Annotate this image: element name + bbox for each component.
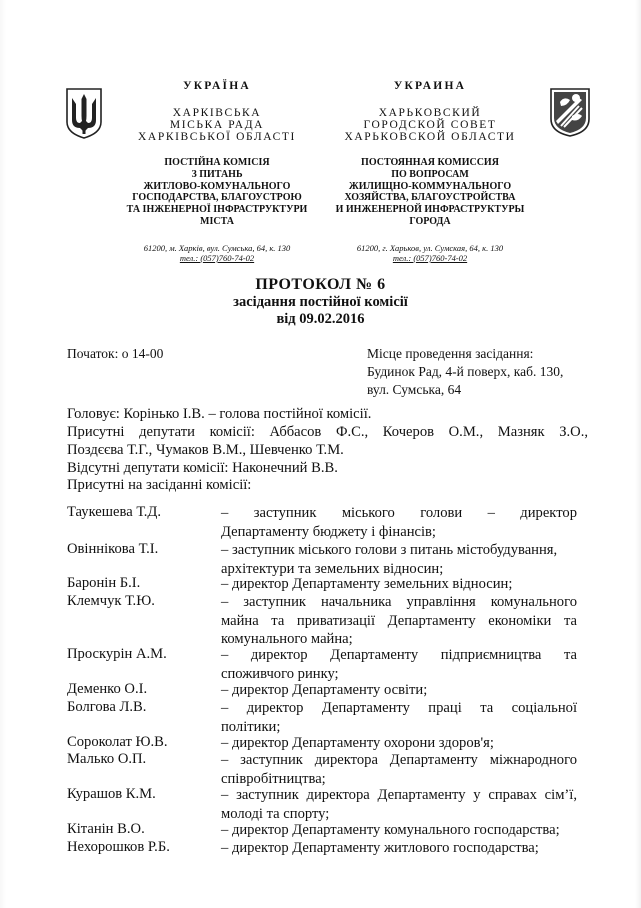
attendee-name: Курашов К.М. xyxy=(67,786,156,802)
commission-line: З ПИТАНЬ xyxy=(191,168,243,180)
phone: тел.: (057)760-74-02 xyxy=(179,252,255,263)
attendee-name: Деменко О.І. xyxy=(67,681,148,697)
council-line: ХАРКІВСЬКОЇ ОБЛАСТІ xyxy=(138,131,296,143)
address: 61200, г. Харьков, ул. Сумская, 64, к. 130 xyxy=(356,242,504,253)
attendee-role: – заступник директора Департаменту у справах сім’ї, молоді та спорту; xyxy=(221,787,577,822)
absent-deputies-line: Відсутні депутати комісії: Наконечний В.В. xyxy=(67,460,338,476)
commission-line: ХОЗЯЙСТВА, БЛАГОУСТРОЙСТВА xyxy=(344,192,516,204)
protocol-subtitle: засідання постійної комісії xyxy=(233,294,408,310)
present-deputies-line: Присутні депутати комісії: Аббасов Ф.С., Кочеров О.М., Мазняк З.О., xyxy=(67,424,588,440)
header-right-russian xyxy=(330,80,530,263)
protocol-title: ПРОТОКОЛ № 6 xyxy=(255,276,386,293)
address: 61200, м. Харків, вул. Сумська, 64, к. 130 xyxy=(143,242,291,253)
attendee-role: – директор Департаменту земельних відносин; xyxy=(221,576,513,592)
attendee-role: – директор Департаменту підприємництва та споживчого ринку; xyxy=(221,647,577,682)
attendee-role: – директор Департаменту комунального господарства; xyxy=(221,822,560,838)
attendee-role: – директор Департаменту праці та соціальної політики; xyxy=(221,700,577,735)
country-name: УКРАЇНА xyxy=(183,80,251,92)
commission-line: ПО ВОПРОСАМ xyxy=(391,168,469,180)
attendee-role: – директор Департаменту охорони здоров'я; xyxy=(221,735,494,751)
commission-line: ТА ІНЖЕНЕРНОЇ ІНФРАСТРУКТУРИ xyxy=(126,204,308,216)
attendee-name: Проскурін А.М. xyxy=(67,646,167,662)
attendee-name: Нехорошков Р.Б. xyxy=(67,839,170,855)
council-line: МІСЬКА РАДА xyxy=(169,119,265,131)
phone: тел.: (057)760-74-02 xyxy=(392,252,468,263)
attendee-role: – директор Департаменту житлового господарства; xyxy=(221,840,539,856)
attendee-name: Болгова Л.В. xyxy=(67,699,147,715)
council-line: ГОРОДСКОЙ СОВЕТ xyxy=(363,119,497,131)
ukraine-trident-icon xyxy=(64,86,104,140)
council-line: ХАРЬКОВСКОЙ ОБЛАСТИ xyxy=(344,131,516,143)
present-deputies-line: Поздєєва Т.Г., Чумаков В.М., Шевченко Т.М. xyxy=(67,442,344,458)
commission-line: ГОРОДА xyxy=(409,215,451,227)
start-time: Початок: о 14-00 xyxy=(67,346,164,361)
attendee-role: – заступник начальника управління комунального майна та приватизації Департаменту економіки та комунального майна; xyxy=(221,594,577,647)
venue-street: вул. Сумська, 64 xyxy=(367,382,462,397)
attendee-name: Кітанін В.О. xyxy=(67,821,145,837)
attendee-role: – заступник директора Департаменту міжнародного співробітництва; xyxy=(221,752,577,787)
commission-line: ЖИТЛОВО-КОМУНАЛЬНОГО xyxy=(143,180,291,192)
kharkiv-coat-of-arms-icon xyxy=(548,86,592,138)
commission-line: ПОСТОЯННАЯ КОМИССИЯ xyxy=(361,157,499,168)
attendee-name: Сороколат Ю.В. xyxy=(67,734,168,750)
attendee-role: – директор Департаменту освіти; xyxy=(221,682,428,698)
attendee-name: Овіннікова Т.І. xyxy=(67,541,159,557)
council-line: ХАРКІВСЬКА xyxy=(172,107,262,119)
protocol-date: від 09.02.2016 xyxy=(276,311,365,327)
attendee-name: Малько О.П. xyxy=(67,751,147,767)
council-line: ХАРЬКОВСКИЙ xyxy=(378,107,482,119)
header-left-ukrainian xyxy=(112,80,322,263)
attendees-heading: Присутні на засіданні комісії: xyxy=(67,477,252,493)
commission-line: ГОСПОДАРСТВА, БЛАГОУСТРОЮ xyxy=(132,192,302,204)
commission-line: МІСТА xyxy=(200,215,234,227)
venue-label: Місце проведення засідання: xyxy=(367,346,534,361)
attendee-role: – заступник міського голови з питань містобудування, архітектури та земельних відносин; xyxy=(221,542,558,577)
commission-line: И ИНЖЕНЕРНОЙ ИНФРАСТРУКТУРЫ xyxy=(335,204,525,216)
attendee-role: – заступник міського голови – директор Департаменту бюджету і фінансів; xyxy=(221,505,577,540)
attendee-name: Баронін Б.І. xyxy=(67,575,141,591)
country-name: УКРАИНА xyxy=(393,80,467,92)
attendee-name: Таукешева Т.Д. xyxy=(67,504,162,520)
attendee-name: Клемчук Т.Ю. xyxy=(67,593,155,609)
commission-line: ЖИЛИЩНО-КОММУНАЛЬНОГО xyxy=(348,180,512,192)
commission-line: ПОСТІЙНА КОМІСІЯ xyxy=(164,157,270,168)
venue-address: Будинок Рад, 4-й поверх, каб. 130, xyxy=(367,364,564,379)
chair-line: Головує: Корінько І.В. – голова постійної комісії. xyxy=(67,406,372,422)
